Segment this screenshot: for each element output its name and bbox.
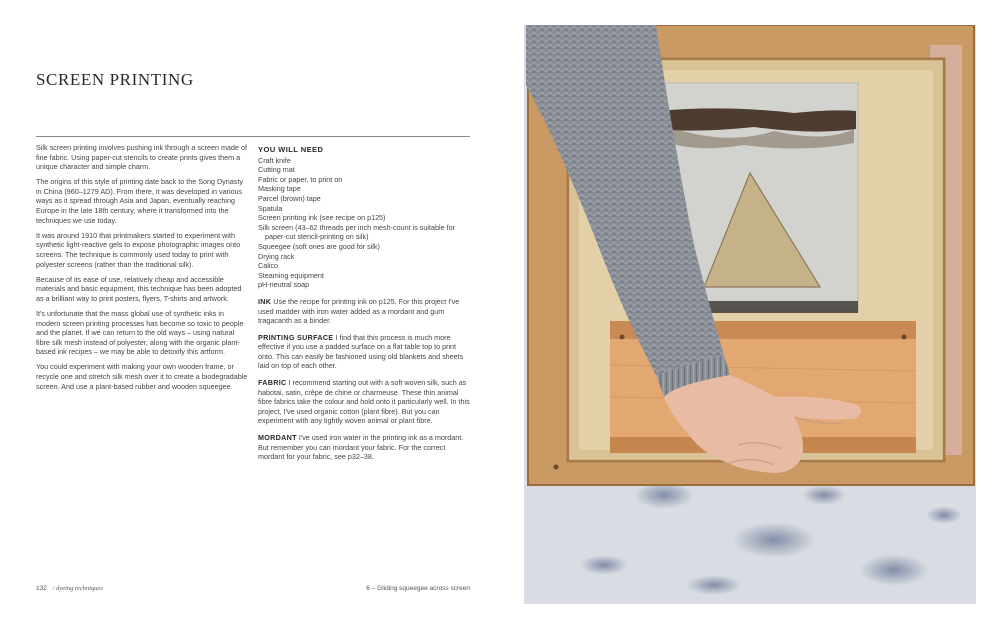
list-item: Steaming equipment <box>258 270 324 280</box>
section-heading-ink: INK <box>258 296 272 306</box>
page-title: SCREEN PRINTING <box>36 70 194 89</box>
printing-surface-section <box>258 333 472 371</box>
ink-section <box>258 297 472 326</box>
list-item: Fabric or paper, to print on <box>258 174 343 184</box>
photo-caption: 6 – Gliding squeegee across screen <box>366 585 470 592</box>
list-item: Cutting mat <box>258 165 295 175</box>
title-rule <box>36 136 470 137</box>
fabric-section <box>258 378 472 426</box>
list-item: Screen printing ink (see recipe on p125) <box>258 213 386 223</box>
list-item: Spatula <box>258 203 283 213</box>
intro-paragraph: You could experiment with making your own wooden frame, or recycle one and stretch silk mesh over it to create a biodegradable screen. And use a plant-based rubber and wooden squeegee. <box>36 362 248 391</box>
intro-paragraph: It's unfortunate that the mass global use of synthetic inks in modern screen printing processes has become so toxic to people and the planet. If we can return to the old ways – using natural fibre silk mesh instead of polyester, along with the organic plant-based ink recipes – we may be able to detoxify this artform. <box>36 308 244 357</box>
section-heading-fabric: FABRIC <box>258 378 287 388</box>
list-item: Calico <box>258 261 278 271</box>
materials-list <box>258 156 472 290</box>
screen-printing-photo <box>524 25 976 604</box>
list-item: Silk screen (43–62 threads per inch mesh-count is suitable for paper-cut stencil-printing on silk) <box>258 222 455 242</box>
list-item: Squeegee (soft ones are good for silk) <box>258 241 380 251</box>
section-text-fabric: I recommend starting out with a soft woven silk, such as habotai, satin, crêpe de chine or charmeuse. These thin animal fibre fabrics take the colour and hold onto it particularly well. In this project, I've used organic cotton (plant fibre). But you can experiment with any tightly woven animal or plant fibre. <box>258 378 470 426</box>
intro-column <box>36 143 249 397</box>
list-item: Masking tape <box>258 184 301 194</box>
list-item: pH-neutral soap <box>258 280 310 290</box>
list-item: Parcel (brown) tape <box>258 193 321 203</box>
list-item: Drying rack <box>258 251 295 261</box>
materials-column <box>258 145 472 469</box>
section-name: / dyeing techniques <box>52 585 103 592</box>
list-item: Craft knife <box>258 155 291 165</box>
section-text-printing-surface: I find that this process is much more effective if you use a padded surface on a flat table top to print onto. This can easily be fashioned using old blankets and sheets laid on top of each other. <box>258 332 464 371</box>
intro-paragraph: It was around 1910 that printmakers started to experiment with synthetic light-reactive gels to expose photographic images onto screens. The technique is commonly used today to print with polyester screens (rather than the traditional silk). <box>36 230 241 269</box>
intro-paragraph: Silk screen printing involves pushing ink through a screen made of fine fabric. Using paper-cut stencils to create prints gives them a unique character and simple charm. <box>36 143 247 172</box>
section-heading-mordant: MORDANT <box>258 433 297 443</box>
section-text-mordant: I've used iron water in the printing ink as a mordant. But remember you can mordant your fabric. For the correct mordant for your fabric, see p32–38. <box>258 433 464 462</box>
mordant-section <box>258 433 472 462</box>
intro-paragraph: Because of its ease of use, relatively cheap and accessible materials and basic equipment, this technique has been adopted as a brilliant way to print posters, flyers, T-shirts and artwork. <box>36 274 242 303</box>
section-heading-printing-surface: PRINTING SURFACE <box>258 332 334 342</box>
section-text-ink: Use the recipe for printing ink on p125. For this project I've used madder with iron water added as a mordant and gum tragacanth as a binder. <box>258 296 460 326</box>
intro-paragraph: The origins of this style of printing date back to the Song Dynasty in China (960–1279 AD). From there, it was developed in various ways as it spread through Asia and Japan, eventually reaching Europe in the late 18th century, where it transformed into the techniques we use today. <box>36 177 243 225</box>
page-number: 132 <box>36 585 47 592</box>
page-folio <box>36 585 103 592</box>
you-will-need-heading: YOU WILL NEED <box>258 145 324 154</box>
